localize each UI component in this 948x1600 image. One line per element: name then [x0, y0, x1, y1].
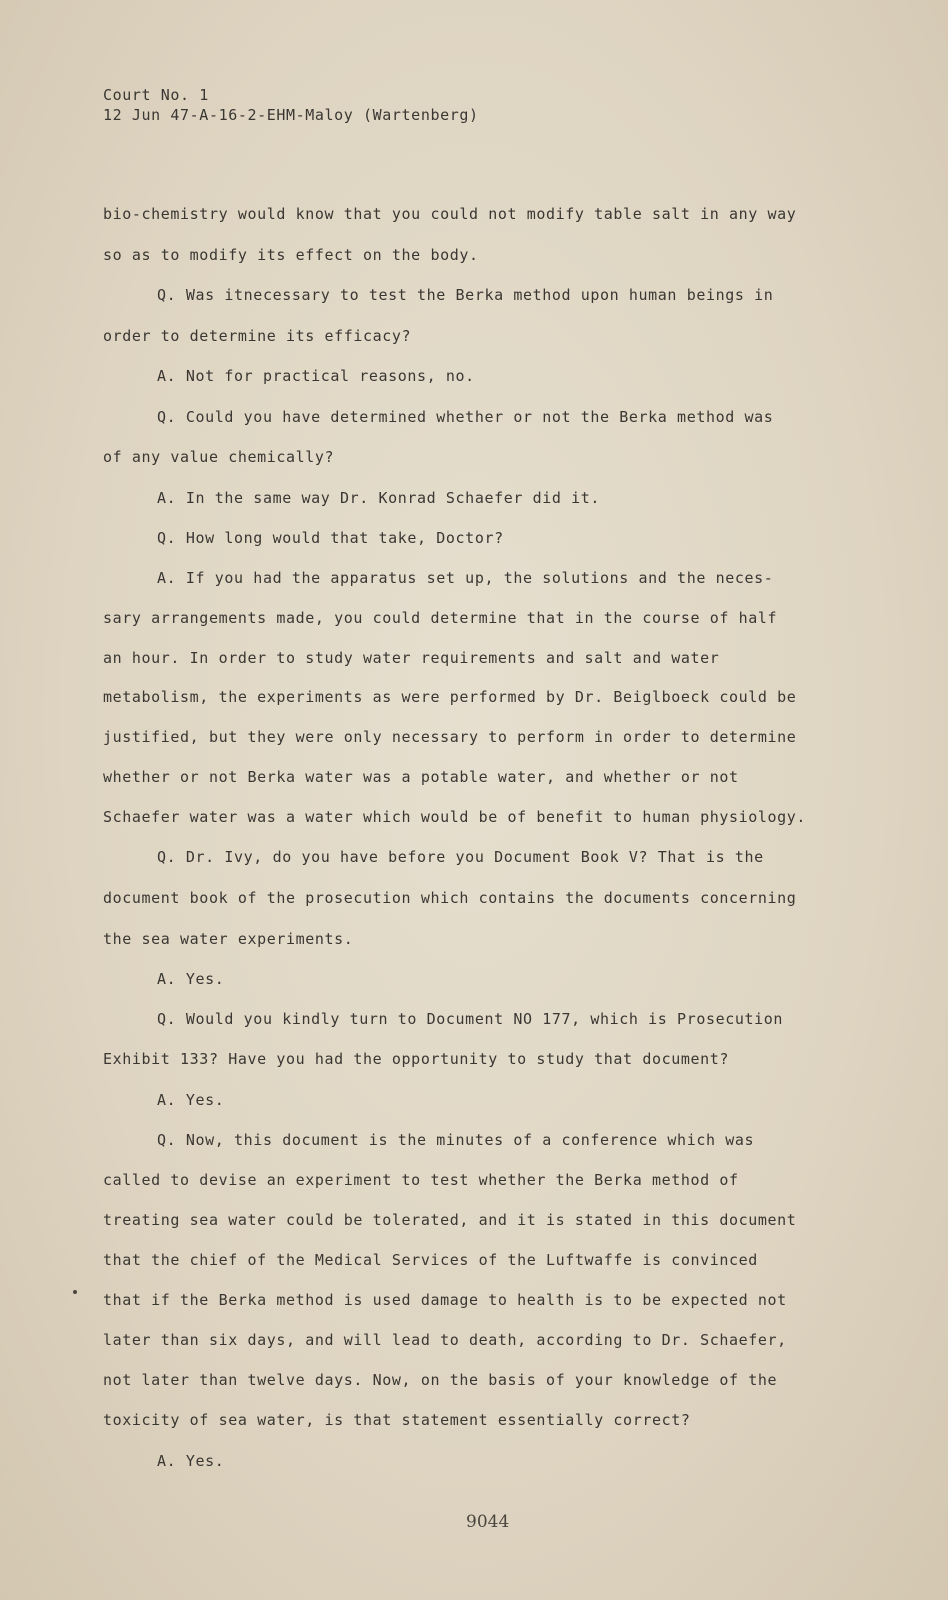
text-line: Q. Would you kindly turn to Document NO 177, which is Prosecution	[157, 1010, 783, 1028]
page-number: 9044	[466, 1512, 510, 1532]
text-line: treating sea water could be tolerated, and it is stated in this document	[103, 1211, 797, 1229]
text-line: A. Yes.	[157, 1452, 225, 1470]
text-line: A. In the same way Dr. Konrad Schaefer did it.	[157, 489, 601, 507]
text-line: sary arrangements made, you could determine that in the course of half	[103, 609, 778, 627]
text-line: toxicity of sea water, is that statement essentially correct?	[103, 1411, 691, 1429]
text-line: called to devise an experiment to test whether the Berka method of	[103, 1171, 739, 1189]
text-line: bio-chemistry would know that you could not modify table salt in any way	[103, 205, 797, 223]
text-line: justified, but they were only necessary to perform in order to determine	[103, 728, 797, 746]
text-line: so as to modify its effect on the body.	[103, 246, 479, 264]
text-line: A. Yes.	[157, 970, 225, 988]
text-line: document book of the prosecution which contains the documents concerning	[103, 889, 797, 907]
text-line: A. If you had the apparatus set up, the solutions and the neces-	[157, 569, 774, 587]
text-line: of any value chemically?	[103, 448, 335, 466]
text-line: that if the Berka method is used damage to health is to be expected not	[103, 1291, 787, 1309]
text-line: an hour. In order to study water requirements and salt and water	[103, 649, 720, 667]
margin-dot	[73, 1290, 77, 1294]
text-line: the sea water experiments.	[103, 930, 354, 948]
document-reference: 12 Jun 47-A-16-2-EHM-Maloy (Wartenberg)	[103, 106, 479, 124]
text-line: that the chief of the Medical Services of the Luftwaffe is convinced	[103, 1251, 758, 1269]
text-line: Exhibit 133? Have you had the opportunity to study that document?	[103, 1050, 729, 1068]
text-line: Q. Could you have determined whether or not the Berka method was	[157, 408, 774, 426]
text-line: later than six days, and will lead to death, according to Dr. Schaefer,	[103, 1331, 787, 1349]
text-line: Q. Was itnecessary to test the Berka method upon human beings in	[157, 286, 774, 304]
text-line: Q. Now, this document is the minutes of a conference which was	[157, 1131, 755, 1149]
text-line: Q. How long would that take, Doctor?	[157, 529, 504, 547]
text-line: metabolism, the experiments as were performed by Dr. Beiglboeck could be	[103, 688, 797, 706]
text-line: order to determine its efficacy?	[103, 327, 412, 345]
court-number: Court No. 1	[103, 86, 209, 104]
text-line: A. Yes.	[157, 1091, 225, 1109]
text-line: not later than twelve days. Now, on the basis of your knowledge of the	[103, 1371, 778, 1389]
text-line: A. Not for practical reasons, no.	[157, 367, 475, 385]
text-line: Q. Dr. Ivy, do you have before you Document Book V? That is the	[157, 848, 764, 866]
text-line: Schaefer water was a water which would be of benefit to human physiology.	[103, 808, 807, 826]
text-line: whether or not Berka water was a potable water, and whether or not	[103, 768, 739, 786]
